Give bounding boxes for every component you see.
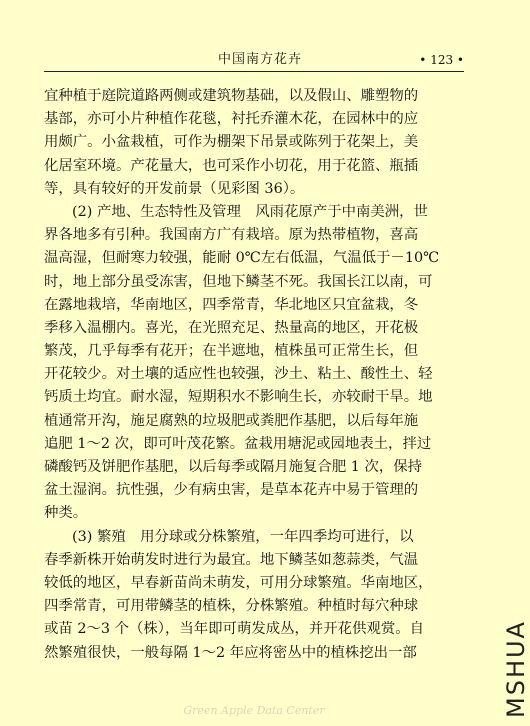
page-header (44, 52, 464, 70)
text-line: 用颇广。小盆栽植，可作为棚架下吊景或陈列于花架上，美 (44, 134, 419, 151)
text-line: 盆土湿润。抗性强，少有病虫害，是草本花卉中易于管理的 (44, 482, 419, 499)
text-line: 在露地栽培，华南地区，四季常青，华北地区只宜盆栽，冬 (44, 296, 419, 313)
text-line: 钙质土均宜。耐水湿，短期积水不影响生长，亦较耐干旱。地 (44, 389, 433, 406)
side-watermark-text: MSHUA (502, 620, 530, 718)
text-line: 然繁殖很快，一般每隔 1～2 年应将密丛中的植株挖出一部 (44, 644, 417, 661)
text-line: 春季新株开始萌发时进行为最宜。地下鳞茎如葱蒜类，气温 (44, 551, 419, 568)
text-line: 追肥 1～2 次，即可叶茂花繁。盆栽用塘泥或园地表土，拌过 (44, 435, 432, 452)
text-line: 时，地上部分虽受冻害，但地下鳞茎不死。我国长江以南，可 (44, 273, 433, 290)
text-line: 较低的地区，早春新苗尚未萌发，可用分球繁殖。华南地区， (44, 574, 433, 591)
text-line: 开花较少。对土壤的适应性也较强，沙土、粘土、酸性土、轻 (44, 366, 433, 383)
text-line: (3) 繁殖 用分球或分株繁殖，一年四季均可进行，以 (72, 528, 414, 545)
text-line: 植通常开沟，施足腐熟的垃圾肥或粪肥作基肥，以后每年施 (44, 412, 419, 429)
text-line: 基部，亦可小片种植作花毯，衬托乔灌木花，在园林中的应 (44, 111, 419, 128)
running-title: 中国南方花卉 (218, 52, 303, 67)
side-watermark (468, 590, 530, 720)
text-line: (2) 产地、生态特性及管理 风雨花原产于中南美洲，世 (72, 203, 428, 220)
page-number: • 123 • (419, 53, 464, 67)
text-line: 温高湿，但耐寒力较强，能耐 0℃左右低温，气温低于－10℃ (44, 250, 440, 267)
text-line: 种类。 (44, 505, 88, 522)
text-line: 化居室环境。产花量大，也可采作小切花，用于花篮、瓶插 (44, 157, 419, 174)
text-line: 磷酸钙及饼肥作基肥，以后每季或隔月施复合肥 1 次，保持 (44, 459, 423, 475)
text-line: 季移入温棚内。喜光，在光照充足、热量高的地区，开花极 (44, 319, 419, 336)
text-line: 等，具有较好的开发前景（见彩图 36）。 (44, 180, 305, 197)
bottom-watermark: Green Apple Data Center (183, 704, 325, 717)
body-text (44, 85, 466, 665)
text-line: 或苗 2～3 个（株），当年即可萌发成丛，并开花供观赏。自 (44, 621, 425, 638)
header-rule (44, 71, 464, 72)
text-line: 界各地多有引种。我国南方广有栽培。原为热带植物，喜高 (44, 227, 419, 244)
text-line: 宜种植于庭院道路两侧或建筑物基础，以及假山、雕塑物的 (44, 88, 419, 104)
text-line: 四季常青，可用带鳞茎的植株，分株繁殖。种植时每穴种球 (44, 598, 419, 615)
text-line: 繁茂，几乎每季有花开；在半遮地，植株虽可正常生长，但 (44, 343, 419, 360)
